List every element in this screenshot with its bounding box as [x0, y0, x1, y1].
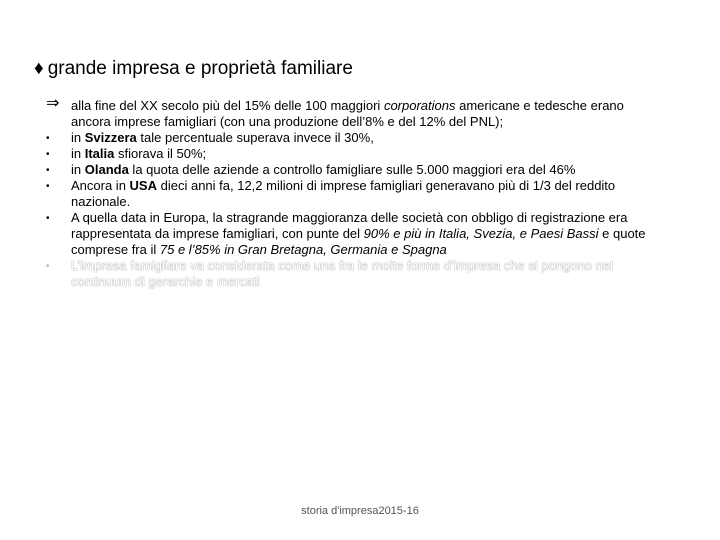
- slide-body: [46, 95, 656, 290]
- footer: storia d'impresa2015-16: [301, 505, 419, 517]
- bullet-dot-icon: •: [46, 165, 50, 176]
- list-item: • in Italia sfiorava il 50%;: [46, 146, 207, 161]
- bullet-dot-icon: •: [46, 181, 50, 192]
- diamond-bullet-icon: ♦: [34, 58, 44, 79]
- bullet-dot-icon: •: [46, 261, 50, 272]
- list-item: • in Olanda la quota delle aziende a controllo famigliare sulle 5.000 maggiori era del 46%: [46, 162, 576, 177]
- bullet-dot-icon: •: [46, 213, 50, 224]
- slide-title: ♦ grande impresa e proprietà familiare: [34, 58, 353, 79]
- bullet-list: [46, 130, 656, 290]
- bullet-dot-icon: •: [46, 133, 50, 144]
- list-item-faded: • L’impresa famigliare va considerata come una fra le molte forme d’impresa che si pongono nel continuum di gerarchie e mercati: [46, 258, 613, 289]
- implies-arrow-icon: ⇒: [46, 95, 60, 112]
- bullet-dot-icon: •: [46, 149, 50, 160]
- lead-paragraph: ⇒ alla fine del XX secolo più del 15% delle 100 maggiori corporations americane e tedesche erano ancora imprese famigliari (con una produzione dell’8% e del 12% del PNL);: [46, 95, 624, 129]
- list-item: • Ancora in USA dieci anni fa, 12,2 milioni di imprese famigliari generavano più di 1/3 del reddito nazionale.: [46, 178, 616, 209]
- list-item: • in Svizzera tale percentuale superava invece il 30%,: [46, 130, 374, 145]
- list-item: • A quella data in Europa, la stragrande maggioranza delle società con obbligo di registrazione era rappresentata da imprese famigliari, con punte del 90% e più in Italia, Svezia, e Paesi Bassi e quote comprese fra il 75 e l’85% in Gran Bretagna, Germania e Spagna: [46, 210, 646, 257]
